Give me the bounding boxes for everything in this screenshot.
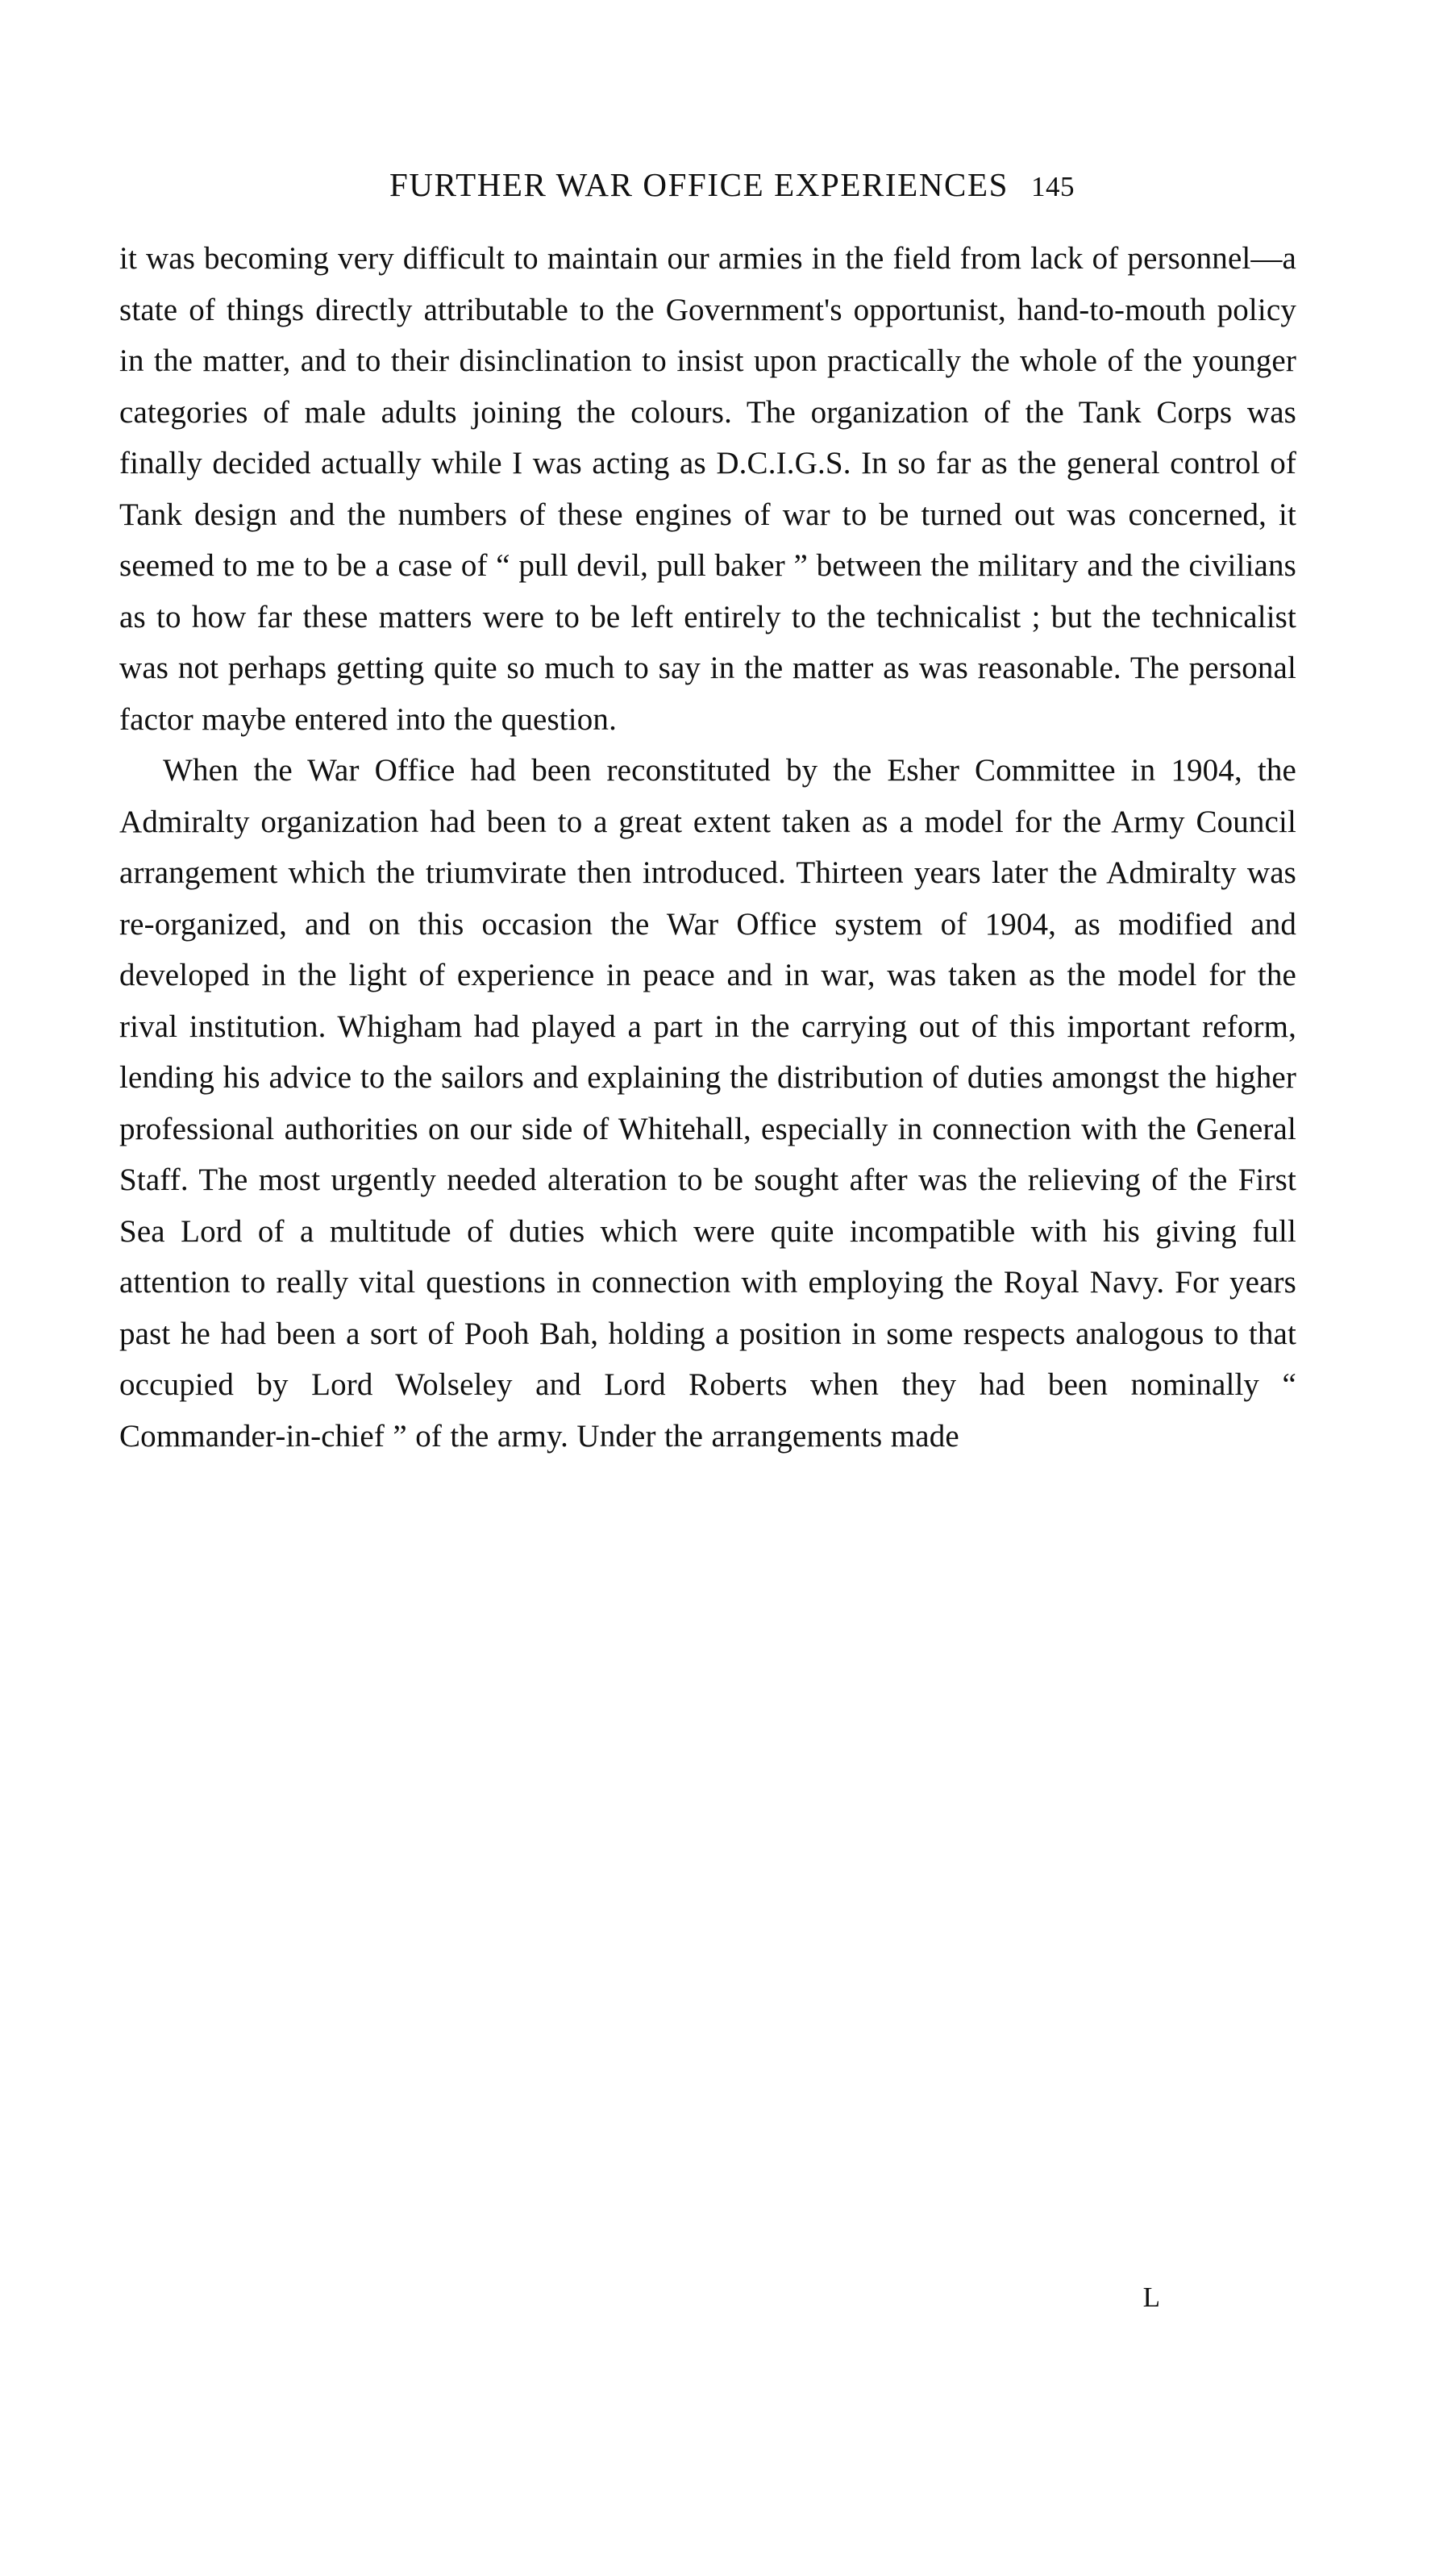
running-head-title: FURTHER WAR OFFICE EXPERIENCES (389, 166, 1009, 203)
paragraph: When the War Office had been reconstituted by the Esher Committee in 1904, the Admiralty organization had been to a great extent taken as a model for the Army Council arrangement which the triumvirate then introduced. Thirteen years later the Admiralty was re-organized, and on this occasion the War Office system of 1904, as modified and developed in the light of experience in peace and in war, was taken as the model for the rival institution. Whigham had played a part in the carrying out of this important reform, lending his advice to the sailors and explaining the distribution of duties amongst the higher professional authorities on our side of Whitehall, especially in connection with the General Staff. The most urgently needed alteration to be sought after was the relieving of the First Sea Lord of a multitude of duties which were quite incompatible with his giving full attention to really vital questions in connection with employing the Royal Navy. For years past he had been a sort of Pooh Bah, holding a position in some respects analogous to that occupied by Lord Wolseley and Lord Roberts when they had been nominally “ Commander-in-chief ” of the army. Under the arrangements made (119, 753, 1296, 1454)
running-head (119, 165, 1296, 204)
body-text (119, 233, 1296, 1462)
page-content (119, 165, 1296, 2313)
signature-mark: L (1142, 2282, 1161, 2313)
paragraph: it was becoming very difficult to maintain our armies in the field from lack of personnel—a state of things directly attributable to the Government's opportunist, hand-to-mouth policy in the matter, and to their disinclination to insist upon practically the whole of the younger categories of male adults joining the colours. The organization of the Tank Corps was finally decided actually while I was acting as D.C.I.G.S. In so far as the general control of Tank design and the numbers of these engines of war to be turned out was concerned, it seemed to me to be a case of “ pull devil, pull baker ” between the military and the civilians as to how far these matters were to be left entirely to the technicalist ; but the technicalist was not perhaps getting quite so much to say in the matter as was reasonable. The personal factor maybe entered into the question. (119, 241, 1296, 737)
page-number: 145 (1031, 171, 1075, 202)
